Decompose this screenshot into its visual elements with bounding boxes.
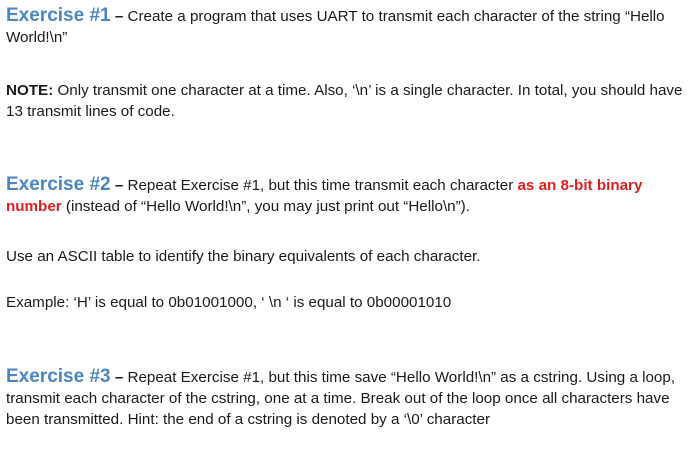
exercise-3-text: Repeat Exercise #1, but this time save “Hello World!\n” as a cstring. Using a loop, transmit each character of the cstring, one at a time. Break out of the loop once all characters have been transmitted. Hint: the end of a cstring is denoted by a ‘\0’ character [6,369,676,428]
exercise-1-description [6,5,696,48]
exercise-2-highlight: as an 8-bit binary number [6,177,643,215]
exercise-2-description [6,174,696,217]
exercise-1-note [6,80,696,122]
exercise-1-section [6,5,696,48]
exercise-1-text: Create a program that uses UART to transmit each character of the string “Hello World!\n” [6,8,665,46]
exercise-3-title: Exercise #3 [6,366,111,387]
exercise-2-section [6,174,696,217]
ascii-line: Use an ASCII table to identify the binary equivalents of each character. [6,248,481,265]
ascii-instruction [6,246,696,267]
note-label: NOTE: [6,82,54,99]
exercise-1-title: Exercise #1 [6,5,111,26]
example-instruction [6,292,696,313]
note-text: Only transmit one character at a time. Also, ‘\n’ is a single character. In total, you should have 13 transmit lines of code. [6,82,683,120]
exercise-3-section [6,366,696,430]
exercise-2-text-after: (instead of “Hello World!\n”, you may just print out “Hello\n”). [61,198,470,215]
exercise-2-text-before: Repeat Exercise #1, but this time transmit each character [127,177,518,194]
exercise-2-dash: – [110,177,128,194]
exercise-2-title: Exercise #2 [6,174,111,195]
exercise-3-description [6,366,696,430]
example-line: Example: ‘H’ is equal to 0b01001000, ‘ \n ‘ is equal to 0b00001010 [6,294,452,311]
note-paragraph [6,80,696,122]
exercise-3-dash: – [110,369,128,386]
exercise-1-dash: – [110,8,128,25]
